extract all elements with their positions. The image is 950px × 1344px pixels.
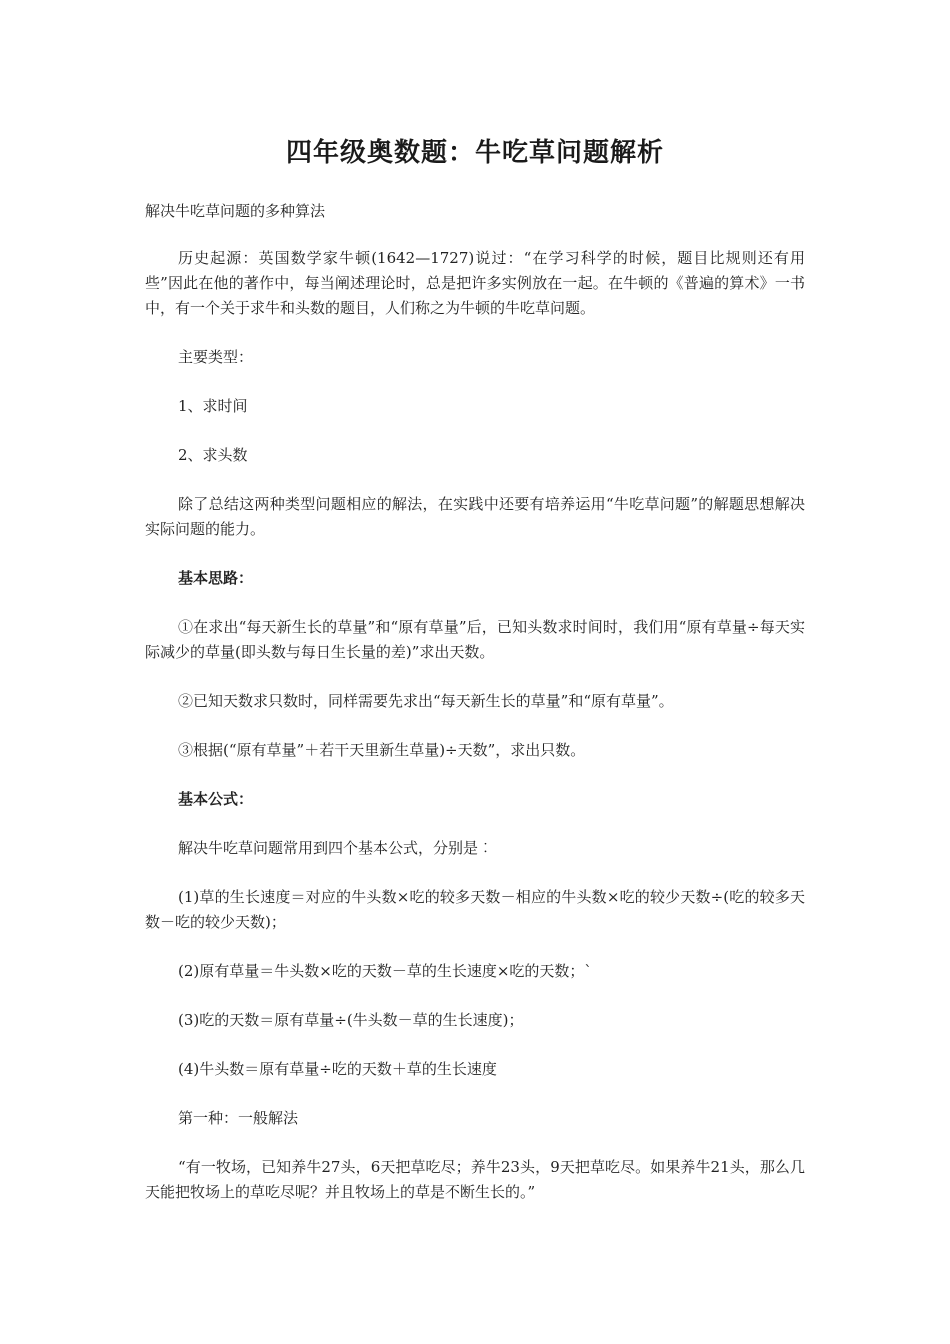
paragraph-formula-1: (1)草的生长速度＝对应的牛头数×吃的较多天数－相应的牛头数×吃的较少天数÷(吃的较多天数－吃的较少天数)； (145, 888, 805, 931)
heading-basic-approach: 基本思路： (178, 569, 254, 587)
paragraph-approach-3: ③根据(“原有草量”＋若干天里新生草量)÷天数”，求出只数。 (178, 741, 586, 759)
paragraph-main-types: 主要类型： (178, 348, 254, 366)
paragraph-history: 历史起源：英国数学家牛顿(1642—1727)说过：“在学习科学的时候，题目比规则还有用些”因此在他的著作中，每当阐述理论时，总是把许多实例放在一起。在牛顿的《普遍的算术》一书中，有一个关于求牛和头数的题目，人们称之为牛顿的牛吃草问题。 (145, 249, 805, 317)
heading-basic-formulas: 基本公式： (178, 790, 254, 808)
paragraph-method-1-heading: 第一种：一般解法 (178, 1109, 299, 1127)
paragraph-approach-2: ②已知天数求只数时，同样需要先求出“每天新生长的草量”和“原有草量”。 (178, 692, 674, 710)
paragraph-formula-3: (3)吃的天数＝原有草量÷(牛头数－草的生长速度)； (178, 1011, 524, 1029)
paragraph-approach-1: ①在求出“每天新生长的草量”和“原有草量”后，已知头数求时间时，我们用“原有草量÷每天实际减少的草量(即头数与每日生长量的差)”求出天数。 (145, 618, 805, 661)
paragraph-example-problem: “有一牧场，已知养牛27头，6天把草吃尽；养牛23头，9天把草吃尽。如果养牛21头，那么几天能把牧场上的草吃尽呢？并且牧场上的草是不断生长的。” (145, 1158, 805, 1201)
paragraph-type-1: 1、求时间 (178, 397, 248, 415)
paragraph-formula-2: (2)原有草量＝牛头数×吃的天数－草的生长速度×吃的天数；` (178, 962, 592, 980)
document-title: 四年级奥数题：牛吃草问题解析 (285, 138, 664, 168)
document-body (145, 246, 805, 1229)
paragraph-practice: 除了总结这两种类型问题相应的解法，在实践中还要有培养运用“牛吃草问题”的解题思想解决实际问题的能力。 (145, 495, 805, 538)
paragraph-formula-4: (4)牛头数＝原有草量÷吃的天数＋草的生长速度 (178, 1060, 497, 1078)
paragraph-type-2: 2、求头数 (178, 446, 248, 464)
paragraph-formulas-intro: 解决牛吃草问题常用到四个基本公式，分别是︰ (178, 839, 494, 857)
document-subtitle: 解决牛吃草问题的多种算法 (145, 202, 326, 220)
